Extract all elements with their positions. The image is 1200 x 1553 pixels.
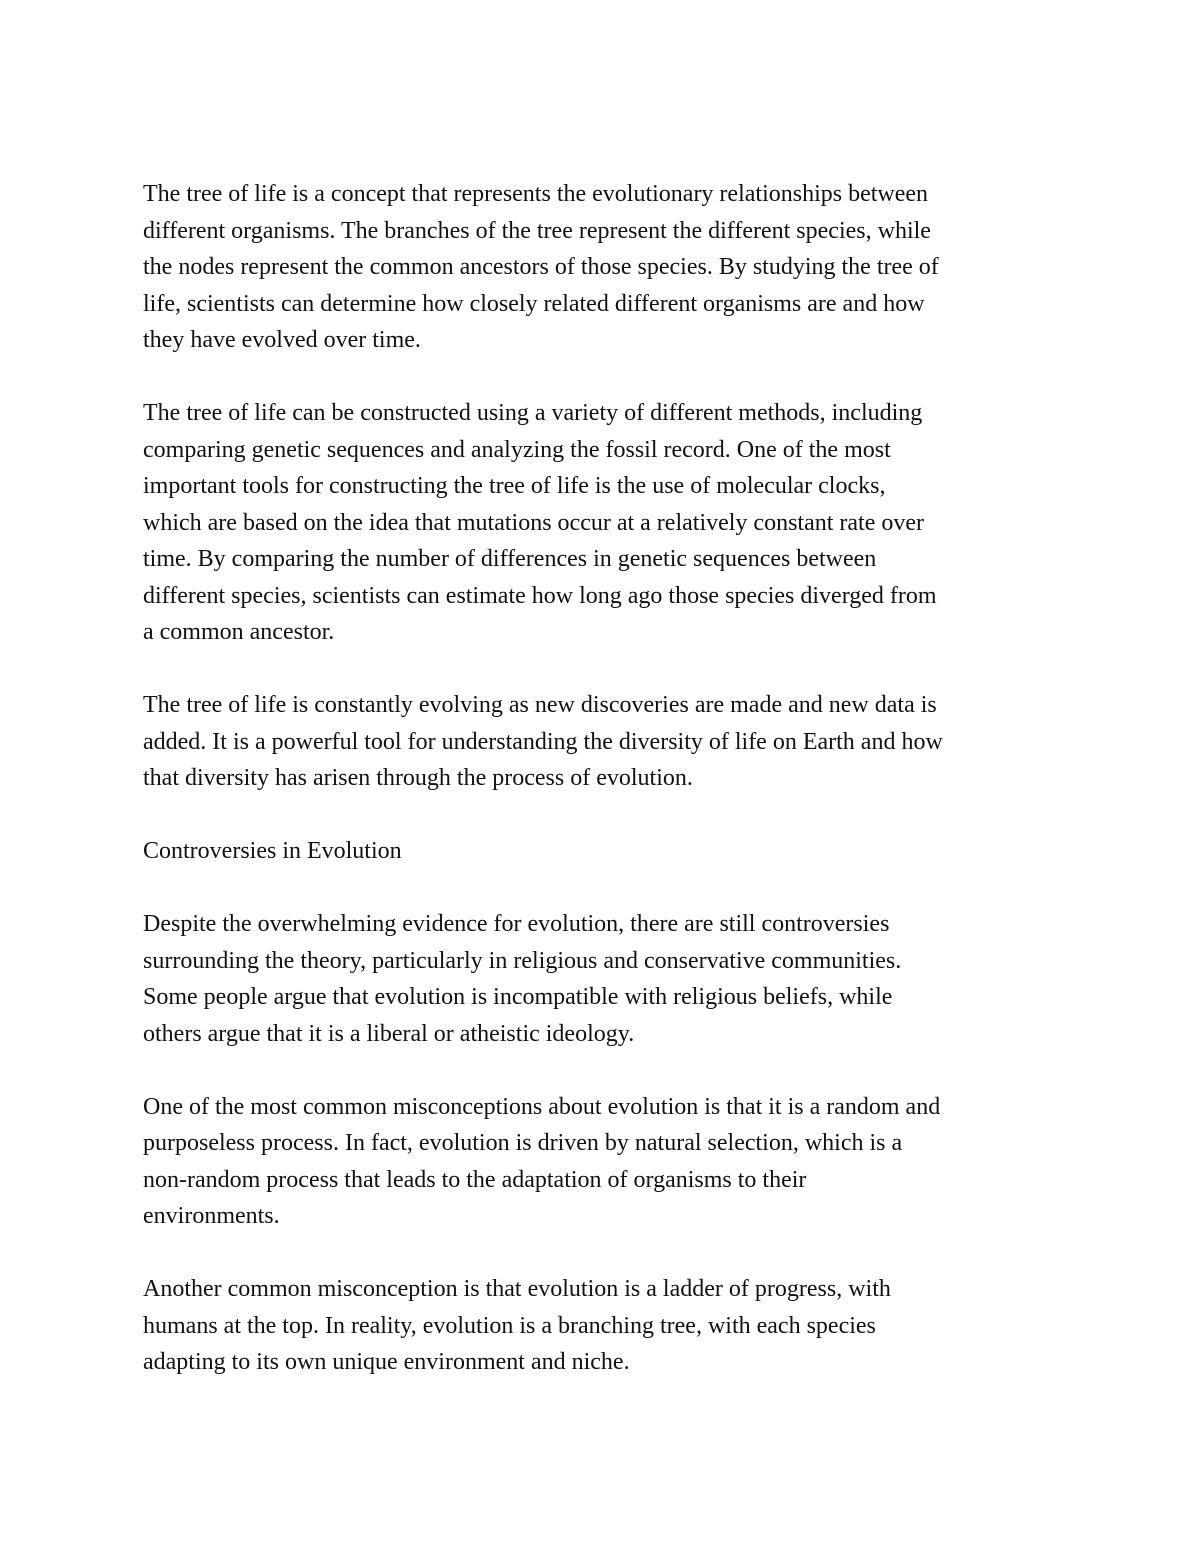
text-line: different organisms. The branches of the tree represent the different species, while: [143, 217, 931, 244]
text-line: comparing genetic sequences and analyzing the fossil record. One of the most: [143, 436, 891, 463]
paragraph-random-misconception: [143, 1089, 1073, 1235]
text-line: others argue that it is a liberal or atheistic ideology.: [143, 1020, 635, 1047]
text-line: important tools for constructing the tree of life is the use of molecular clocks,: [143, 473, 886, 499]
paragraph-construction-methods: [143, 395, 1073, 651]
text-line: The tree of life is a concept that represents the evolutionary relationships between: [143, 181, 929, 207]
text-line: time. By comparing the number of differences in genetic sequences between: [143, 546, 877, 572]
text-line: adapting to its own unique environment and niche.: [143, 1349, 630, 1375]
text-line: non-random process that leads to the adaptation of organisms to their: [143, 1166, 807, 1193]
text-line: different species, scientists can estimate how long ago those species diverged from: [143, 582, 937, 609]
text-line: purposeless process. In fact, evolution is driven by natural selection, which is a: [143, 1130, 903, 1156]
text-line: environments.: [143, 1203, 280, 1229]
section-heading-controversies: [143, 833, 1073, 870]
text-line: surrounding the theory, particularly in religious and conservative communities.: [143, 947, 902, 974]
text-line: that diversity has arisen through the process of evolution.: [143, 765, 693, 791]
text-line: a common ancestor.: [143, 619, 335, 645]
document-body: [143, 176, 1073, 1417]
text-line: The tree of life is constantly evolving as new discoveries are made and new data is: [143, 692, 937, 718]
text-line: they have evolved over time.: [143, 327, 421, 353]
text-line: Some people argue that evolution is incompatible with religious beliefs, while: [143, 984, 893, 1010]
text-line: which are based on the idea that mutations occur at a relatively constant rate over: [143, 509, 925, 536]
text-line: the nodes represent the common ancestors of those species. By studying the tree of: [143, 254, 939, 280]
heading-text: Controversies in Evolution: [143, 838, 402, 864]
text-line: humans at the top. In reality, evolution is a branching tree, with each species: [143, 1312, 876, 1339]
text-line: One of the most common misconceptions about evolution is that it is a random and: [143, 1093, 941, 1120]
text-line: life, scientists can determine how closely related different organisms are and how: [143, 290, 925, 317]
text-line: added. It is a powerful tool for understanding the diversity of life on Earth and how: [143, 728, 943, 755]
paragraph-tree-of-life-intro: [143, 176, 1073, 359]
paragraph-controversies: [143, 906, 1073, 1052]
text-line: Another common misconception is that evolution is a ladder of progress, with: [143, 1276, 891, 1302]
paragraph-constantly-evolving: [143, 687, 1073, 797]
paragraph-ladder-misconception: [143, 1271, 1073, 1381]
text-line: The tree of life can be constructed using a variety of different methods, including: [143, 400, 923, 426]
text-line: Despite the overwhelming evidence for evolution, there are still controversies: [143, 911, 890, 937]
